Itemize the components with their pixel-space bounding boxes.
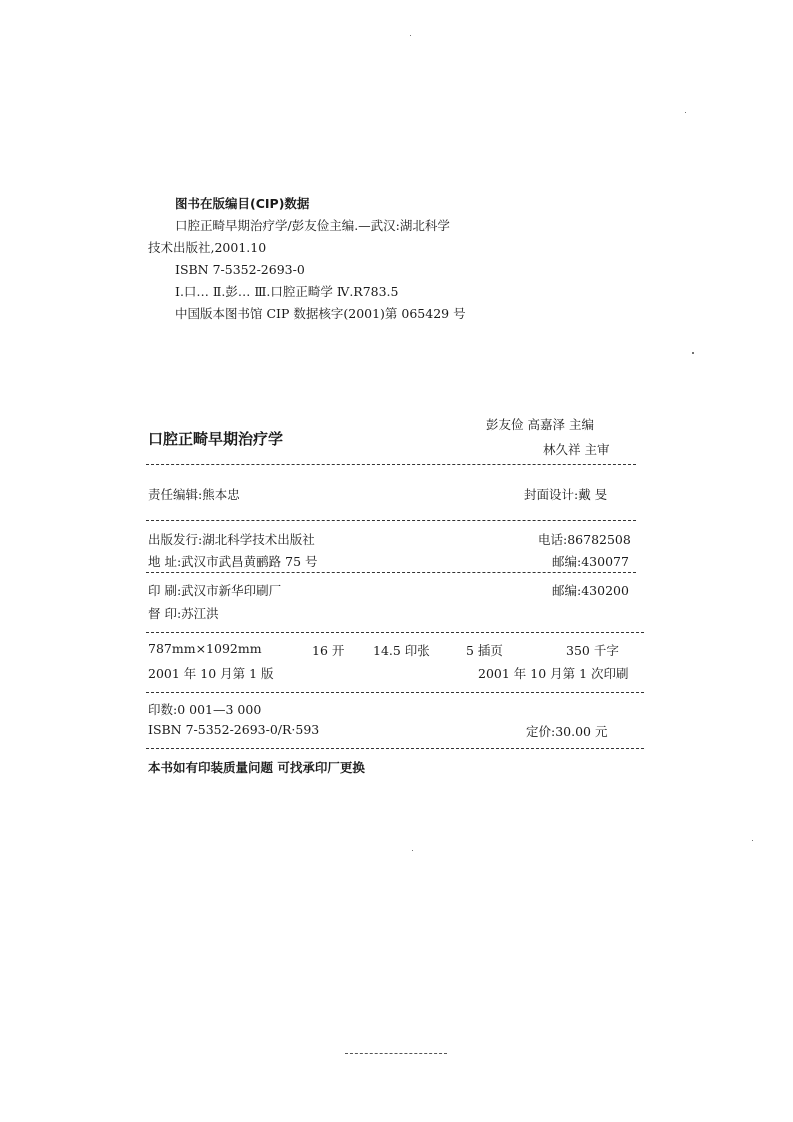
quality-notice: 本书如有印装质量问题 可找承印厂更换 [148, 760, 365, 775]
isbn-class: ISBN 7-5352-2693-0/R·593 [148, 722, 320, 737]
publisher-postcode: 邮编:430077 [552, 554, 629, 569]
book-title: 口腔正畸早期治疗学 [148, 430, 284, 448]
divider [146, 464, 636, 465]
word-count: 350 千字 [566, 643, 619, 658]
printer-postcode: 邮编:430200 [552, 583, 629, 598]
cover-designer: 封面设计:戴 旻 [524, 487, 608, 502]
cip-line: 技术出版社,2001.10 [148, 240, 267, 255]
cip-block [148, 193, 466, 325]
cip-heading: 图书在版编目(CIP)数据 [175, 196, 310, 211]
cip-line: Ⅰ.口… Ⅱ.彭… Ⅲ.口腔正畸学 Ⅳ.R783.5 [175, 284, 399, 299]
divider [146, 572, 636, 573]
cip-line: ISBN 7-5352-2693-0 [175, 262, 305, 277]
price: 定价:30.00 元 [526, 724, 608, 739]
book-editors: 彭友俭 高嘉泽 主编 [486, 417, 594, 432]
divider [146, 692, 644, 693]
printing: 2001 年 10 月第 1 次印刷 [478, 666, 629, 681]
edition: 2001 年 10 月第 1 版 [148, 666, 274, 681]
book-reviewer: 林久祥 主审 [543, 442, 610, 457]
scan-speck [410, 35, 411, 36]
plates: 5 插页 [466, 643, 503, 658]
scan-speck [692, 352, 694, 354]
print-run: 印数:0 001—3 000 [148, 702, 262, 717]
divider [146, 632, 644, 633]
cip-line: 中国版本图书馆 CIP 数据核字(2001)第 065429 号 [175, 306, 466, 321]
publisher-phone: 电话:86782508 [538, 532, 631, 547]
publisher-address: 地 址:武汉市武昌黄鹂路 75 号 [148, 554, 318, 569]
divider [146, 520, 636, 521]
scan-speck [412, 850, 413, 851]
format: 787mm×1092mm [148, 641, 262, 656]
folio: 16 开 [312, 643, 345, 658]
sheets: 14.5 印张 [373, 643, 430, 658]
scan-mark [345, 1053, 447, 1054]
responsible-editor: 责任编辑:熊本忠 [148, 487, 240, 502]
printer: 印 刷:武汉市新华印刷厂 [148, 583, 282, 598]
cip-line: 口腔正畸早期治疗学/彭友俭主编.—武汉:湖北科学 [175, 218, 450, 233]
scan-speck [685, 112, 686, 113]
print-supervisor: 督 印:苏江洪 [148, 606, 219, 621]
scan-speck [752, 840, 753, 841]
publisher: 出版发行:湖北科学技术出版社 [148, 532, 315, 547]
divider [146, 748, 644, 749]
